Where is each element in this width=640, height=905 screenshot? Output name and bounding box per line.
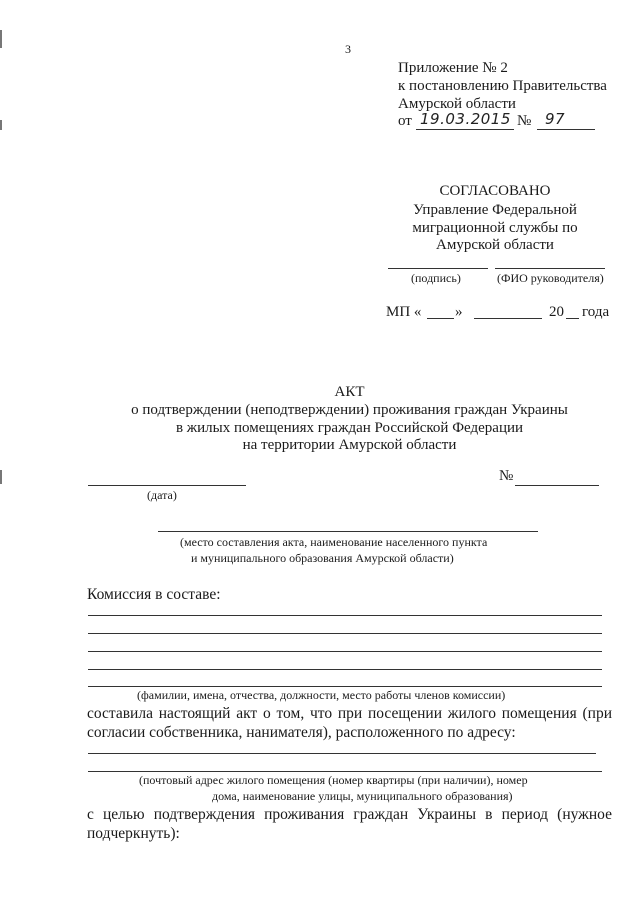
act-number-line[interactable] <box>515 485 599 486</box>
name-line <box>495 268 605 269</box>
place-caption-1: (место составления акта, наименование населенного пункта <box>180 535 488 549</box>
year-suffix: года <box>582 304 610 320</box>
page-number: 3 <box>345 42 351 56</box>
stamp-mid: » <box>455 304 463 320</box>
scan-edge-mark <box>0 120 2 130</box>
appendix-line-2: к постановлению Правительства <box>398 78 607 94</box>
appendix-date-handwritten: 19.03.2015 <box>420 110 511 128</box>
approval-line-2: миграционной службы по <box>412 220 578 236</box>
appendix-number-prefix: № <box>517 113 532 129</box>
appendix-line-3: Амурской области <box>398 96 516 112</box>
date-underline <box>416 129 514 130</box>
appendix-date-prefix: от <box>398 113 412 129</box>
commission-line-4[interactable] <box>88 669 602 670</box>
date-field-line[interactable] <box>88 485 246 486</box>
signature-line <box>388 268 488 269</box>
approval-title: СОГЛАСОВАНО <box>439 183 551 199</box>
stamp-month-line <box>474 318 542 319</box>
act-paragraph-2: с целью подтверждения проживания граждан Украины в период (нужное подчеркнуть): <box>87 806 612 842</box>
approval-line-1: Управление Федеральной <box>413 202 577 218</box>
appendix-line-1: Приложение № 2 <box>398 60 508 76</box>
address-line-1[interactable] <box>88 753 596 754</box>
address-caption-1: (почтовый адрес жилого помещения (номер квартиры (при наличии), номер <box>139 773 528 787</box>
act-subtitle-1: о подтверждении (неподтверждении) проживания граждан Украины <box>131 402 568 418</box>
act-subtitle-2: в жилых помещениях граждан Российской Федерации <box>175 420 524 436</box>
year-line <box>566 318 579 319</box>
appendix-number-handwritten: 97 <box>545 110 566 128</box>
act-title: АКТ <box>334 384 365 400</box>
commission-label: Комиссия в составе: <box>87 586 221 603</box>
number-underline <box>537 129 595 130</box>
commission-line-3[interactable] <box>88 651 602 652</box>
place-field-line[interactable] <box>158 531 538 532</box>
approval-line-3: Амурской области <box>436 237 554 253</box>
name-label: (ФИО руководителя) <box>497 271 604 285</box>
commission-line-2[interactable] <box>88 633 602 634</box>
act-number-sign: № <box>499 468 514 484</box>
act-paragraph-1: составила настоящий акт о том, что при посещении жилого помещения (при согласии собственника, нанимателя), расположенного по адресу: <box>87 705 612 741</box>
act-subtitle-3: на территории Амурской области <box>242 437 457 453</box>
signature-label: (подпись) <box>411 271 461 285</box>
stamp-prefix: МП « <box>386 304 422 320</box>
scan-edge-mark <box>0 30 2 48</box>
stamp-day-line <box>427 318 454 319</box>
year-prefix: 20 <box>549 304 564 320</box>
commission-line-1[interactable] <box>88 615 602 616</box>
place-caption-2: и муниципального образования Амурской области) <box>191 551 454 565</box>
address-line-2[interactable] <box>88 771 602 772</box>
commission-line-5[interactable] <box>88 686 602 687</box>
commission-caption: (фамилии, имена, отчества, должности, место работы членов комиссии) <box>137 688 506 702</box>
address-caption-2: дома, наименование улицы, муниципального образования) <box>212 789 513 803</box>
scan-edge-mark <box>0 470 2 484</box>
date-field-label: (дата) <box>147 488 177 502</box>
